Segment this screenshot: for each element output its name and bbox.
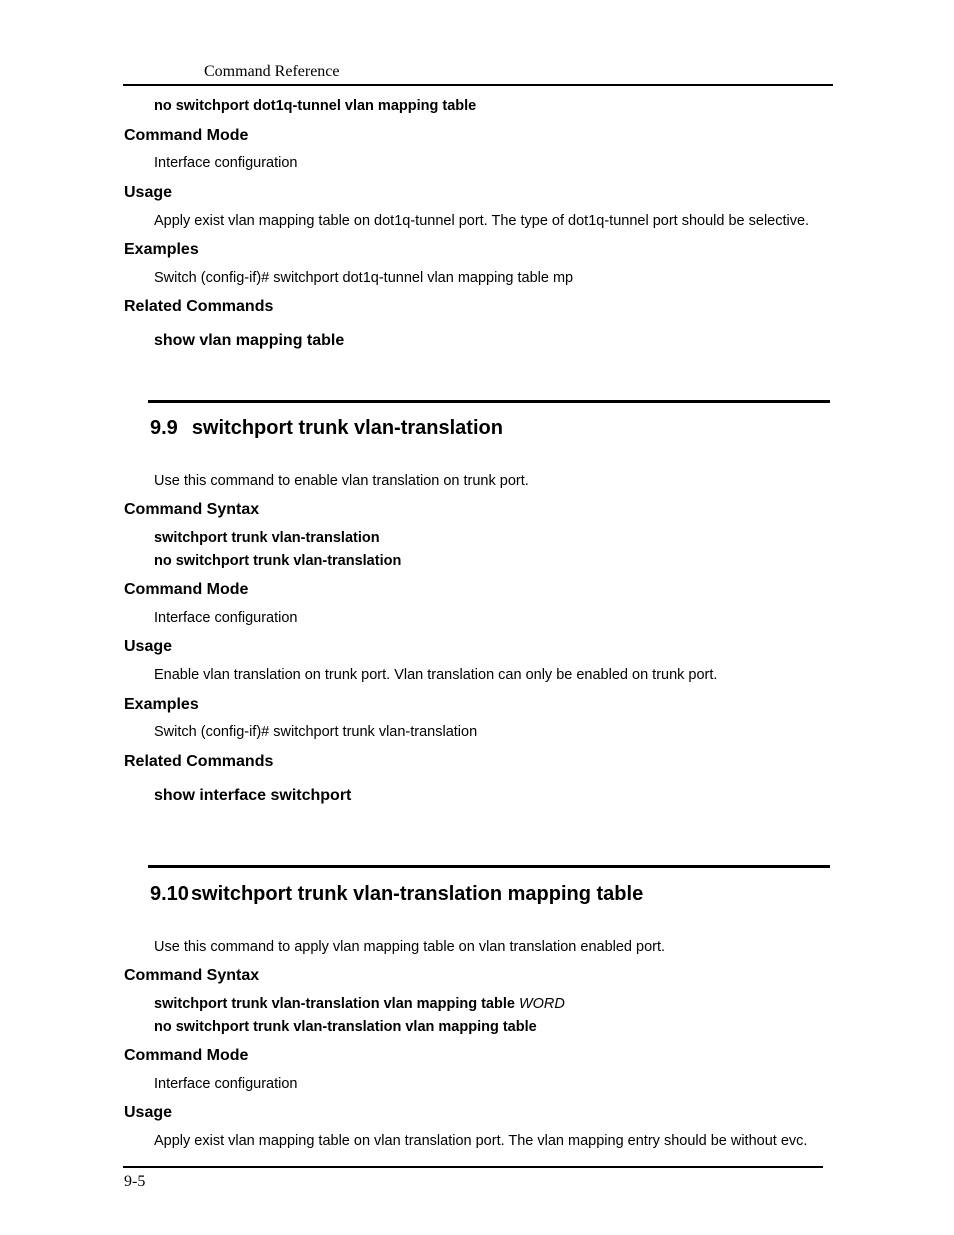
syntax-argument: WORD <box>518 996 565 1012</box>
footer-rule <box>123 1166 823 1168</box>
command-mode-label: Command Mode <box>124 581 249 598</box>
related-commands-label: Related Commands <box>124 753 274 770</box>
section-intro: Use this command to apply vlan mapping table on vlan translation enabled port. <box>154 939 666 955</box>
section-number: 9.9 <box>150 417 178 439</box>
syntax-line <box>154 996 565 1012</box>
usage-text: Apply exist vlan mapping table on vlan translation port. The vlan mapping entry should be without evc. <box>154 1133 808 1149</box>
command-mode-label: Command Mode <box>124 127 249 144</box>
related-command: show interface switchport <box>154 787 352 804</box>
examples-label: Examples <box>124 241 199 258</box>
section-number: 9.10 <box>150 883 189 905</box>
section-heading-9-10 <box>150 883 643 906</box>
usage-label: Usage <box>124 184 173 201</box>
syntax-line: no switchport trunk vlan-translation vlan mapping table <box>154 1019 537 1035</box>
section-heading-9-9 <box>150 417 503 440</box>
running-header: Command Reference <box>204 63 340 80</box>
command-mode-text: Interface configuration <box>154 610 298 626</box>
examples-label: Examples <box>124 696 199 713</box>
header-rule <box>123 84 833 86</box>
usage-text: Enable vlan translation on trunk port. Vlan translation can only be enabled on trunk port. <box>154 667 718 683</box>
related-commands-label: Related Commands <box>124 298 274 315</box>
syntax-command: switchport trunk vlan-translation vlan mapping table <box>154 996 515 1012</box>
examples-text: Switch (config-if)# switchport dot1q-tunnel vlan mapping table mp <box>154 270 574 286</box>
page-number: 9-5 <box>124 1173 146 1190</box>
usage-text: Apply exist vlan mapping table on dot1q-tunnel port. The type of dot1q-tunnel port should be selective. <box>154 213 810 229</box>
section-title: switchport trunk vlan-translation mapping table <box>190 883 644 905</box>
command-syntax-label: Command Syntax <box>124 967 260 984</box>
command-syntax-label: Command Syntax <box>124 501 260 518</box>
syntax-line: switchport trunk vlan-translation <box>154 530 380 546</box>
syntax-line: no switchport dot1q-tunnel vlan mapping table <box>154 98 477 114</box>
section-intro: Use this command to enable vlan translation on trunk port. <box>154 473 529 489</box>
command-mode-text: Interface configuration <box>154 1076 298 1092</box>
usage-label: Usage <box>124 1104 173 1121</box>
command-mode-text: Interface configuration <box>154 155 298 171</box>
command-mode-label: Command Mode <box>124 1047 249 1064</box>
related-command: show vlan mapping table <box>154 332 345 349</box>
section-rule <box>148 865 830 868</box>
section-title: switchport trunk vlan-translation <box>191 417 503 439</box>
section-rule <box>148 400 830 403</box>
usage-label: Usage <box>124 638 173 655</box>
examples-text: Switch (config-if)# switchport trunk vlan-translation <box>154 724 478 740</box>
syntax-line: no switchport trunk vlan-translation <box>154 553 402 569</box>
